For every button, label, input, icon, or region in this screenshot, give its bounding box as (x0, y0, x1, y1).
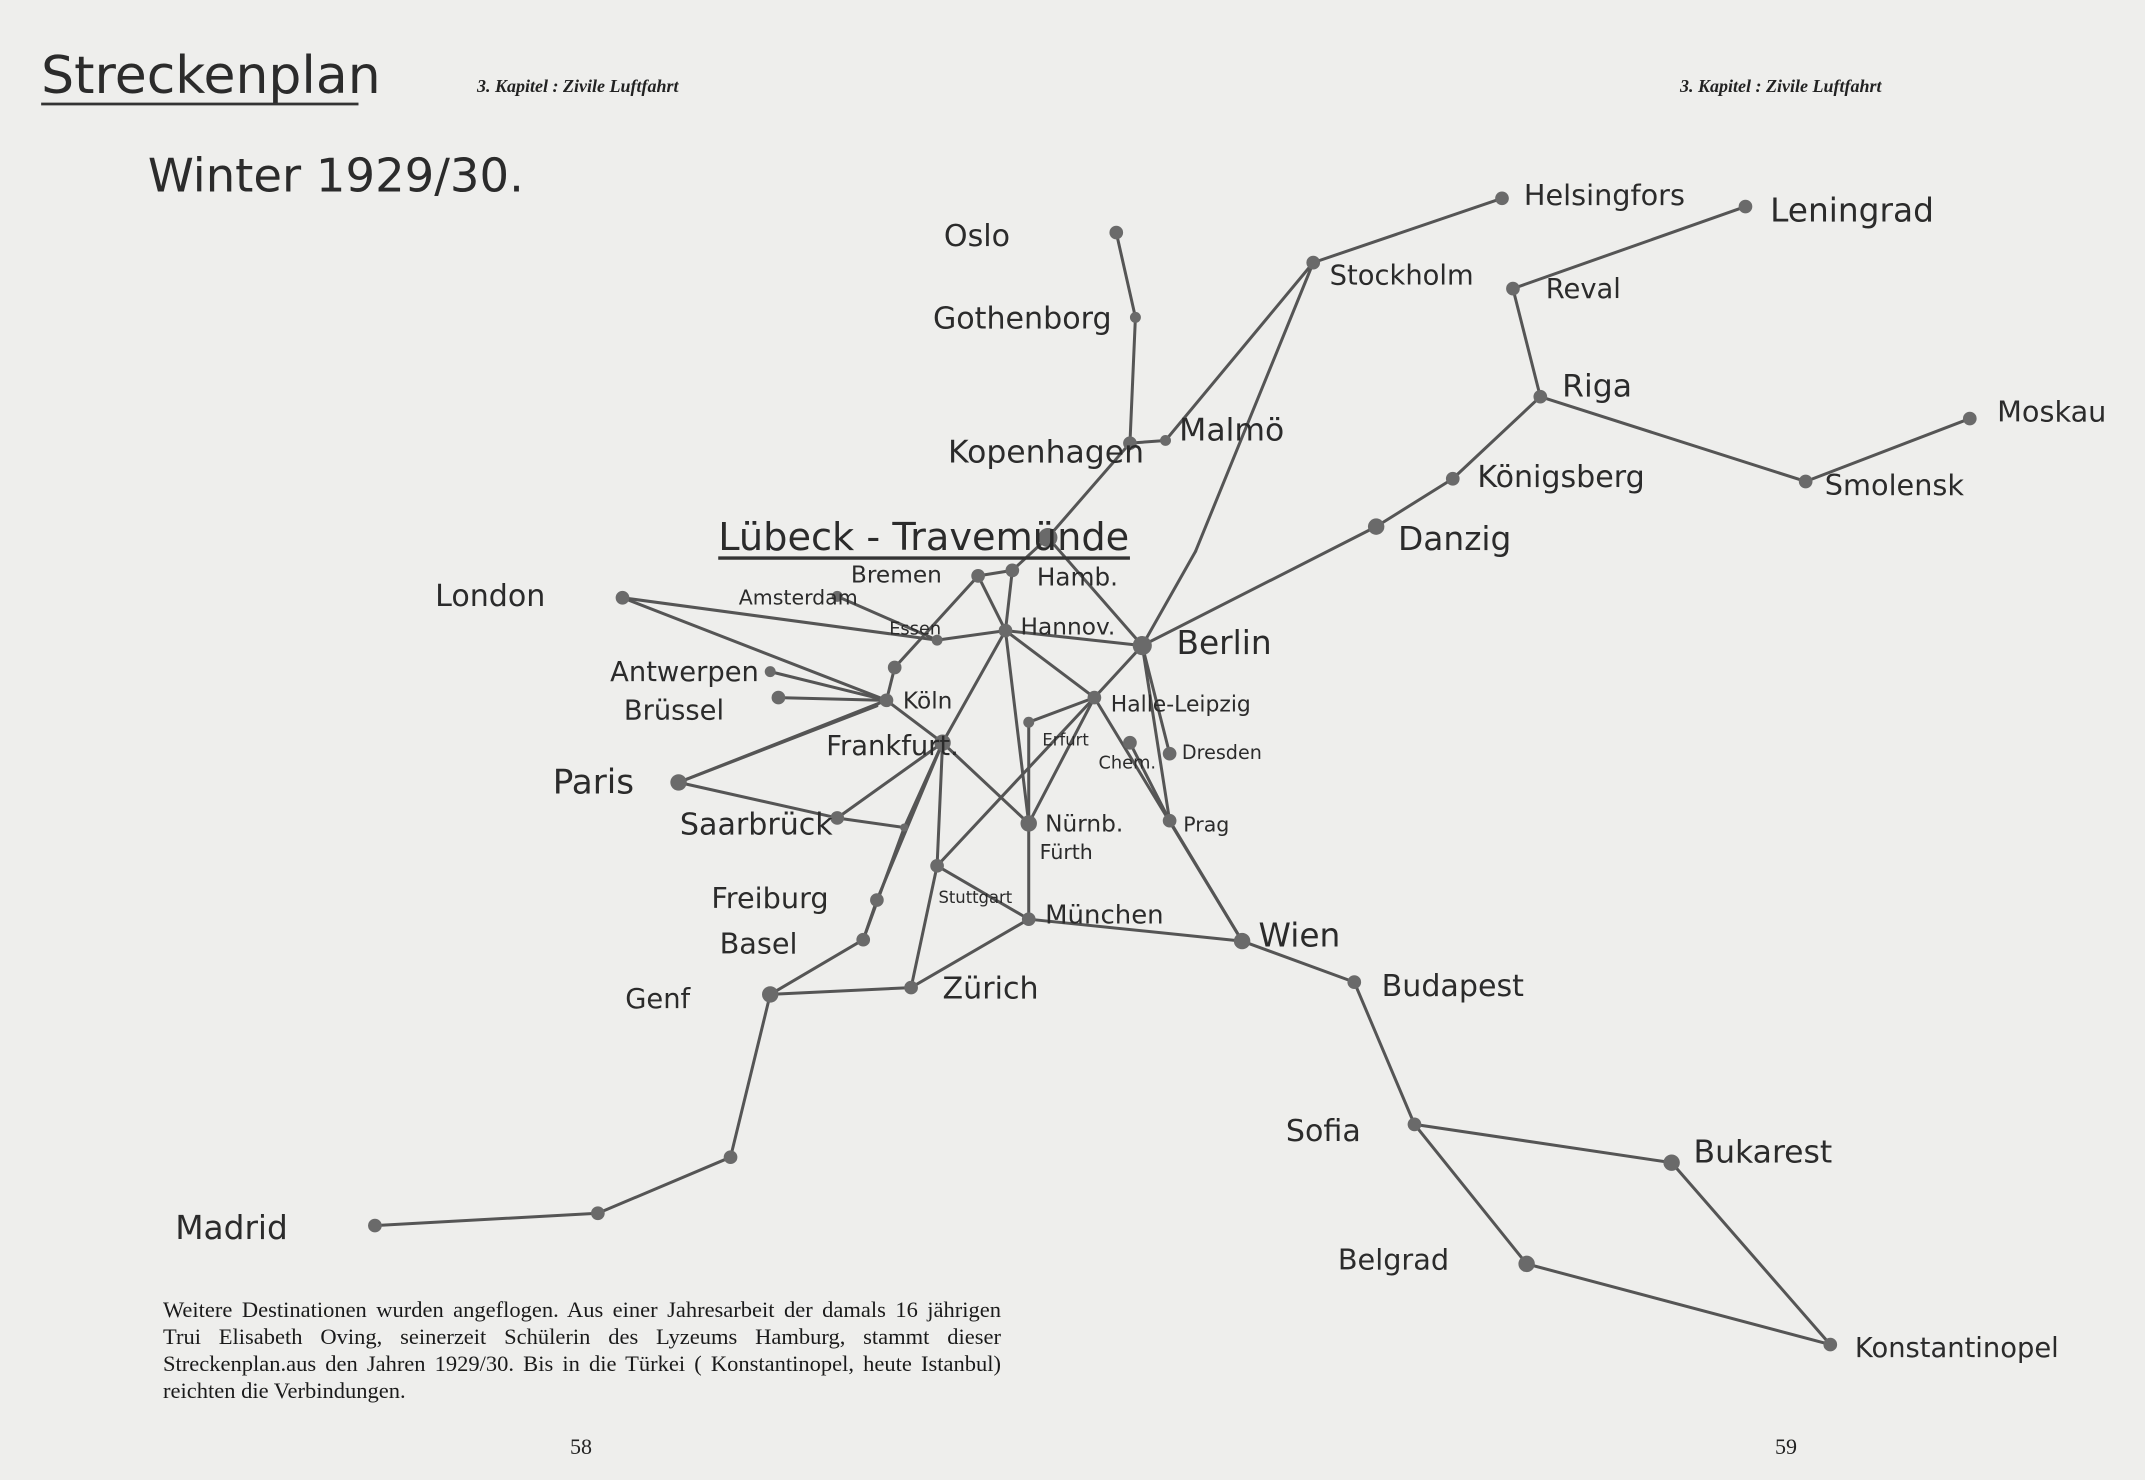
node-paris (670, 774, 686, 790)
label-basel: Basel (719, 926, 798, 961)
node-saarbruck-east (900, 823, 908, 831)
node-prag (1163, 814, 1177, 828)
node-bukarest (1663, 1154, 1679, 1170)
label-prag: Prag (1183, 812, 1230, 837)
label-reval: Reval (1545, 274, 1621, 306)
node-moskau (1963, 412, 1977, 426)
node-koln-north (888, 661, 902, 675)
node-hamb (1005, 564, 1019, 578)
node-nurnb (1021, 815, 1037, 831)
label-leningrad: Leningrad (1770, 191, 1934, 230)
node-stockholm (1306, 256, 1320, 270)
label-hamb: Hamb. (1036, 562, 1118, 592)
label-frankfurt: Frankfurt. (826, 731, 959, 763)
label-konstantinopel: Konstantinopel (1854, 1332, 2059, 1364)
node-madrid (368, 1219, 382, 1233)
node-halle-leipzig (1088, 691, 1102, 705)
label-brussel: Brüssel (623, 695, 725, 727)
node-bremen (971, 569, 985, 583)
chapter-header-left: 3. Kapitel : Zivile Luftfahrt (477, 76, 679, 96)
node-erfurt (1023, 717, 1034, 728)
label-konigsberg: Königsberg (1477, 459, 1645, 495)
node-sofia (1408, 1118, 1422, 1132)
label-genf: Genf (625, 984, 691, 1016)
label-stuttgart: Stuttgart (938, 887, 1013, 907)
map-subtitle: Winter 1929/30. (147, 148, 524, 203)
node-munchen (1022, 912, 1036, 926)
label-helsingfors: Helsingfors (1523, 178, 1685, 213)
label-sofia: Sofia (1285, 1113, 1361, 1149)
label-saarbruck: Saarbrück (679, 807, 833, 843)
label-nurnb: Nürnb. (1045, 810, 1124, 838)
label-smolensk: Smolensk (1824, 468, 1965, 503)
node-berlin (1133, 636, 1152, 655)
label-erfurt: Erfurt (1042, 730, 1089, 750)
node-smolensk (1799, 475, 1813, 489)
label-amsterdam: Amsterdam (738, 585, 858, 610)
node-konstantinopel (1823, 1338, 1837, 1352)
label-chem: Chem. (1098, 752, 1157, 774)
page-number-right: 59 (1775, 1434, 1797, 1459)
label-hannov: Hannov. (1020, 613, 1116, 641)
label-furth: Fürth (1039, 840, 1093, 865)
node-madrid-mid2 (591, 1206, 605, 1220)
label-malmo: Malmö (1179, 412, 1285, 449)
node-dresden (1163, 747, 1177, 761)
node-danzig (1368, 518, 1384, 534)
map-title: Streckenplan (41, 46, 381, 107)
label-dresden: Dresden (1181, 741, 1262, 765)
label-madrid: Madrid (175, 1209, 288, 1248)
node-chem (1123, 736, 1137, 750)
label-danzig: Danzig (1398, 519, 1512, 558)
node-brussel (772, 691, 786, 705)
label-zurich: Zürich (942, 971, 1039, 1007)
label-kopenhagen: Kopenhagen (948, 434, 1145, 471)
label-moskau: Moskau (1997, 394, 2107, 429)
label-freiburg: Freiburg (711, 881, 829, 916)
label-essen: Essen (889, 618, 942, 640)
node-riga (1533, 390, 1547, 404)
node-madrid-mid1 (724, 1150, 738, 1164)
node-london (616, 591, 630, 605)
label-halle-leipzig: Halle-Leipzig (1110, 692, 1251, 718)
label-belgrad: Belgrad (1337, 1242, 1450, 1277)
node-konigsberg (1446, 472, 1460, 486)
label-paris: Paris (552, 762, 635, 803)
label-wien: Wien (1258, 916, 1341, 955)
label-gothenborg: Gothenborg (932, 301, 1112, 337)
node-oslo (1109, 226, 1123, 240)
node-reval (1506, 282, 1520, 296)
node-gothenborg (1130, 312, 1141, 323)
node-antwerpen (765, 666, 776, 677)
node-malmo (1160, 435, 1171, 446)
node-stuttgart (930, 859, 944, 873)
label-budapest: Budapest (1381, 968, 1524, 1004)
label-stockholm: Stockholm (1329, 260, 1474, 292)
node-leningrad (1739, 200, 1753, 214)
node-belgrad (1518, 1256, 1534, 1272)
label-oslo: Oslo (943, 219, 1011, 255)
label-koln: Köln (902, 687, 953, 715)
city-labels (175, 178, 2106, 1364)
node-hannov (999, 624, 1013, 638)
node-koln (880, 693, 894, 707)
page-number-left: 58 (570, 1434, 592, 1459)
label-munchen: München (1045, 900, 1164, 931)
label-riga: Riga (1562, 368, 1633, 405)
chapter-header-right: 3. Kapitel : Zivile Luftfahrt (1680, 76, 1882, 96)
label-antwerpen: Antwerpen (610, 657, 759, 689)
label-bremen: Bremen (850, 561, 942, 589)
node-basel (856, 933, 870, 947)
node-helsingfors (1495, 191, 1509, 205)
label-london: London (435, 578, 546, 614)
node-budapest (1347, 975, 1361, 989)
label-berlin: Berlin (1176, 623, 1272, 662)
hub-label: Lübeck - Travemünde (718, 514, 1130, 560)
node-wien (1234, 933, 1250, 949)
node-genf (762, 986, 778, 1002)
caption-text: Weitere Destinationen wurden angeflogen. Aus einer Jahresarbeit der damals 16 jährigen Trui Elisabeth Oving, seinerzeit Schülerin des Lyzeums Hamburg, stammt dieser Streckenplan.aus den Jahren 1929/30. Bis in die Türkei ( Konstantinopel, heute Istanbul) reichten die Verbindungen. (163, 1297, 1001, 1403)
label-bukarest: Bukarest (1693, 1134, 1833, 1171)
node-zurich (904, 981, 918, 995)
node-freiburg (870, 893, 884, 907)
